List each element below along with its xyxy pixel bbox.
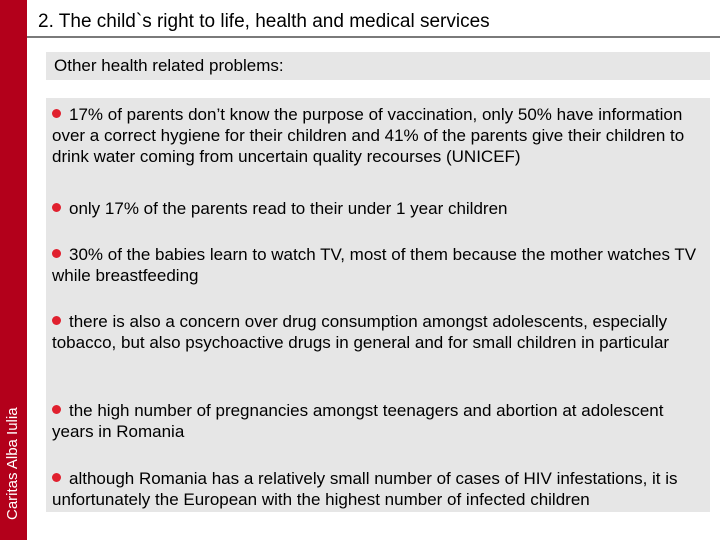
- bullet-text: there is also a concern over drug consumption amongst adolescents, especially tobacco, but also psychoactive drugs in general and for small children in particular: [52, 312, 670, 352]
- bullet-dot-icon: [52, 109, 61, 118]
- bullet-dot-icon: [52, 405, 61, 414]
- bullet-item: [52, 468, 706, 510]
- bullet-item: [52, 400, 706, 442]
- bullet-dot-icon: [52, 249, 61, 258]
- title-divider: [27, 36, 720, 38]
- bullet-dot-icon: [52, 203, 61, 212]
- bullet-item: [52, 104, 706, 167]
- slide-title: 2. The child`s right to life, health and medical services: [38, 11, 490, 32]
- organization-label: Caritas Alba Iulia: [4, 407, 21, 520]
- bullet-text: only 17% of the parents read to their under 1 year children: [69, 199, 508, 218]
- subheader-text: Other health related problems:: [54, 56, 284, 75]
- bullet-text: although Romania has a relatively small number of cases of HIV infestations, it is unfortunately the European with the highest number of infected children: [52, 469, 678, 509]
- bullet-text: 30% of the babies learn to watch TV, most of them because the mother watches TV while breastfeeding: [52, 245, 697, 285]
- bullet-dot-icon: [52, 473, 61, 482]
- bullet-text: the high number of pregnancies amongst teenagers and abortion at adolescent years in Romania: [52, 401, 664, 441]
- side-bar: [0, 0, 27, 540]
- bullet-item: [52, 244, 706, 286]
- bullet-text: 17% of parents don’t know the purpose of vaccination, only 50% have information over a correct hygiene for their children and 41% of the parents give their children to drink water coming from uncertain quality recourses (UNICEF): [52, 105, 685, 166]
- subheader-box: [46, 52, 710, 80]
- bullet-item: [52, 198, 706, 219]
- bullet-list-panel: [46, 98, 710, 512]
- bullet-dot-icon: [52, 316, 61, 325]
- bullet-item: [52, 311, 706, 353]
